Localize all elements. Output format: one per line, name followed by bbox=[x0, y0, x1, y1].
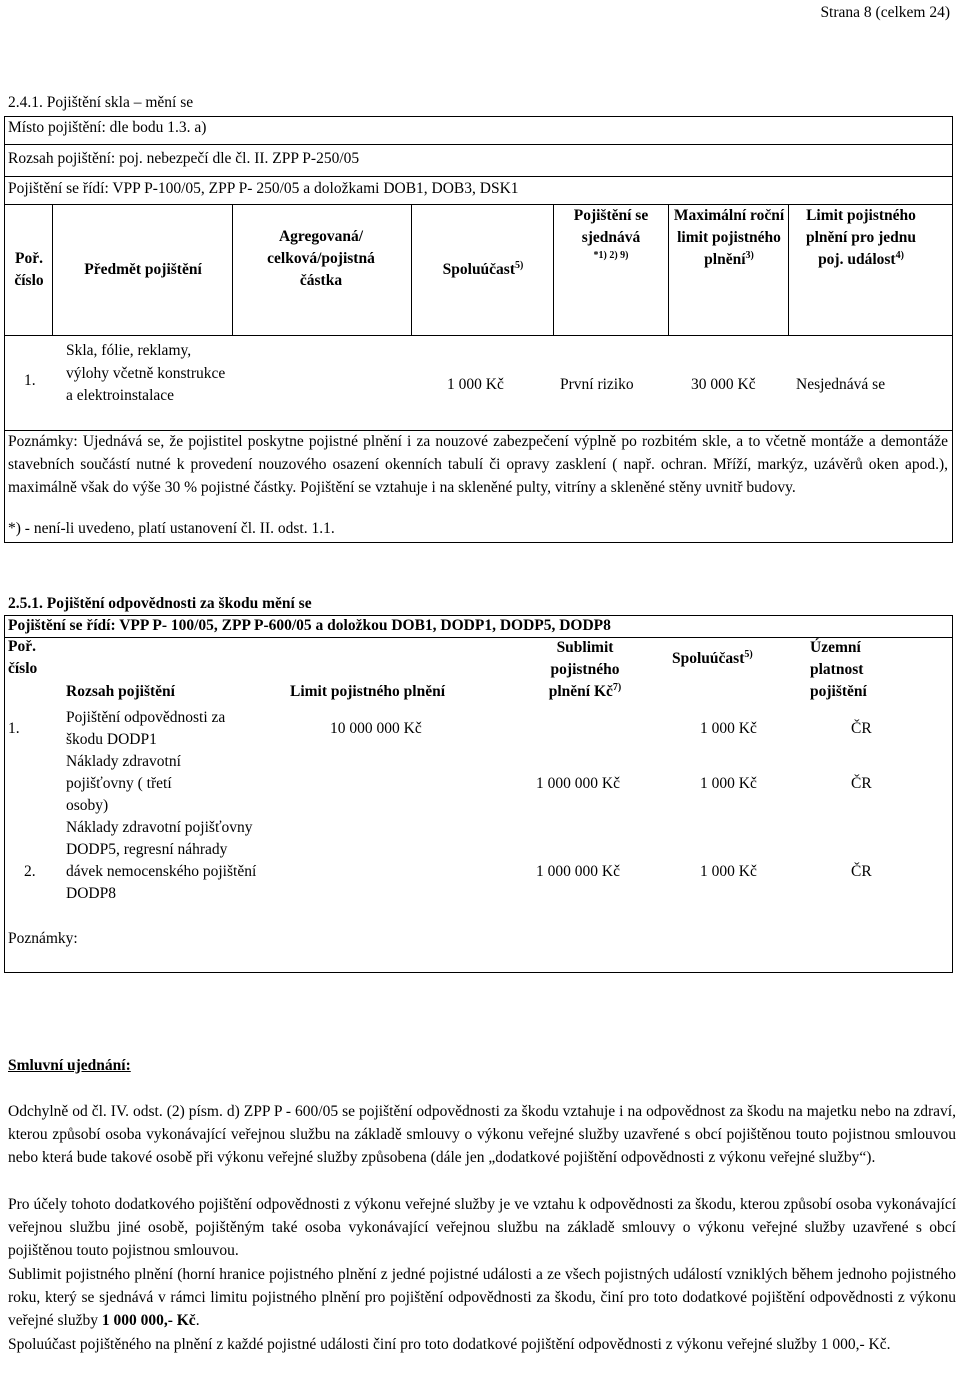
liability-row-1-limit: 10 000 000 Kč bbox=[330, 720, 422, 737]
glass-header-arranged: Pojištění se sjednává $^{*1) 2) 9)}$ bbox=[573, 207, 649, 261]
glass-header-por: Poř. číslo bbox=[14, 250, 44, 289]
glass-row-deductible: 1 000 Kč bbox=[447, 376, 504, 393]
page-number: Strana 8 (celkem 24) bbox=[820, 4, 950, 21]
glass-row-event-limit: Nesjednává se bbox=[796, 376, 886, 393]
liability-header-por: Poř. číslo bbox=[8, 638, 38, 677]
liability-notes: Poznámky: bbox=[8, 930, 78, 947]
glass-header-annual-limit: Maximální roční limit pojistného plnění$^{3)}$ bbox=[673, 207, 785, 268]
agreements-title: Smluvní ujednání: bbox=[8, 1057, 131, 1074]
glass-place: Místo pojištění: dle bodu 1.3. a) bbox=[8, 119, 207, 136]
liability-row-1-scope: Pojištění odpovědnosti za škodu DODP1 bbox=[66, 709, 226, 748]
liability-row-1-num: 1. bbox=[8, 720, 20, 737]
liability-row-3-sublimit: 1 000 000 Kč bbox=[536, 863, 620, 880]
liability-row-2-territory: ČR bbox=[851, 775, 872, 792]
liability-section-title: 2.5.1. Pojištění odpovědnosti za škodu mění se bbox=[8, 595, 312, 612]
agreements-sublimit-value: 1 000 000,- Kč bbox=[101, 1312, 196, 1329]
glass-row-num: 1. bbox=[24, 372, 36, 389]
liability-header-territory: Územní platnost pojištění bbox=[810, 639, 867, 700]
liability-header-deductible: Spoluúčast$^{5)}$ bbox=[672, 649, 753, 667]
glass-section-title: 2.4.1. Pojištění skla – mění se bbox=[8, 94, 194, 111]
liability-row-1-deductible: 1 000 Kč bbox=[700, 720, 757, 737]
glass-notes: Poznámky: Ujednává se, že pojistitel poskytne pojistné plnění i za nouzové zabezpečení výplně po rozbitém skle, a to včetně montáže a demontáže stavebních součástí nutné k provedení nouzového osazení okenních tabulí či opravy zasklení ( např. ochran. Mříží, markýz, uzávěrů oken apod.), maximálně však do výše 30 % pojistné částky. Pojištění se vztahuje i na skleněné pulty, vitríny a skleněné stěny uvnitř budovy. bbox=[8, 433, 948, 496]
liability-row-2-deductible: 1 000 Kč bbox=[700, 775, 757, 792]
glass-header-event-limit: Limit pojistného plnění pro jednu poj. událost$^{4)}$ bbox=[806, 207, 916, 268]
glass-scope: Rozsah pojištění: poj. nebezpečí dle čl. II. ZPP P-250/05 bbox=[8, 150, 360, 167]
liability-governed: Pojištění se řídí: VPP P- 100/05, ZPP P-600/05 a doložkou DOB1, DODP1, DODP5, DODP8 bbox=[8, 617, 611, 634]
glass-header-amount: Agregovaná/ celková/pojistná částka bbox=[267, 228, 375, 289]
liability-row-2-scope: Náklady zdravotní pojišťovny ( třetí osoby) bbox=[66, 753, 181, 814]
liability-row-3-scope: Náklady zdravotní pojišťovny DODP5, regresní náhrady dávek nemocenského pojištění DODP8 bbox=[66, 819, 257, 902]
liability-header-sublimit: Sublimit pojistného plnění $Kč^{7)}$ bbox=[548, 639, 622, 700]
liability-row-3-deductible: 1 000 Kč bbox=[700, 863, 757, 880]
agreements-paragraph-3: Sublimit pojistného plnění (horní hranice pojistného plnění z jedné pojistné události a ze všech pojistných událostí vzniklých během jednoho pojistného roku, který se sjednává v rámci limitu pojistného plnění pro pojištění odpovědnosti za škodu, činí pro toto dodatkové pojištění odpovědnosti z výkonu veřejné služby 1 000 000,- Kč. bbox=[8, 1266, 956, 1329]
glass-row-subject: Skla, fólie, reklamy, výlohy včetně konstrukce a elektroinstalace bbox=[66, 342, 226, 404]
liability-row-2-sublimit: 1 000 000 Kč bbox=[536, 775, 620, 792]
liability-header-scope: Rozsah pojištění bbox=[66, 683, 175, 700]
glass-row-annual-limit: 30 000 Kč bbox=[691, 376, 756, 393]
agreements-paragraph-1: Odchylně od čl. IV. odst. (2) písm. d) ZPP P - 600/05 se pojištění odpovědnosti za škodu vztahuje i na odpovědnost za škodu na majetku nebo na zdraví, kterou způsobí osoba vykonávající veřejnou službu na základě smlouvy o výkonu veřejné služby uzavřené s obcí pojištěnou touto pojistnou smlouvou nebo která bude takové osobě při výkonu veřejné služby způsobena (dále jen „dodatkové pojištění odpovědnosti z výkonu veřejné služby“). bbox=[8, 1103, 956, 1166]
agreements-paragraph-2: Pro účely tohoto dodatkového pojištění odpovědnosti z výkonu veřejné služby je ve vztahu k odpovědnosti za škodu, kterou způsobí osoba vykonávající veřejnou službu jiné osobě, pojištěným také osoba vykonávající veřejnou službu na základě smlouvy o výkonu veřejné služby uzavřené s obcí pojištěnou touto pojistnou smlouvou. bbox=[8, 1196, 956, 1259]
agreements-paragraph-4: Spoluúčast pojištěného na plnění z každé pojistné události činí pro toto dodatkové pojištění odpovědnosti z výkonu veřejné služby 1 000,- Kč. bbox=[8, 1336, 891, 1353]
glass-row-arranged: První riziko bbox=[560, 376, 634, 393]
liability-row-3-num: 2. bbox=[24, 863, 36, 880]
liability-header-limit: Limit pojistného plnění bbox=[290, 683, 446, 700]
glass-header-subject: Předmět pojištění bbox=[84, 261, 202, 278]
glass-header-deductible: Spoluúčast$^{5)}$ bbox=[442, 260, 524, 278]
liability-row-1-territory: ČR bbox=[851, 720, 872, 737]
glass-governed: Pojištění se řídí: VPP P-100/05, ZPP P- 250/05 a doložkami DOB1, DOB3, DSK1 bbox=[8, 180, 519, 197]
liability-row-3-territory: ČR bbox=[851, 863, 872, 880]
glass-footnote: *) - není-li uvedeno, platí ustanovení čl. II. odst. 1.1. bbox=[8, 520, 335, 537]
